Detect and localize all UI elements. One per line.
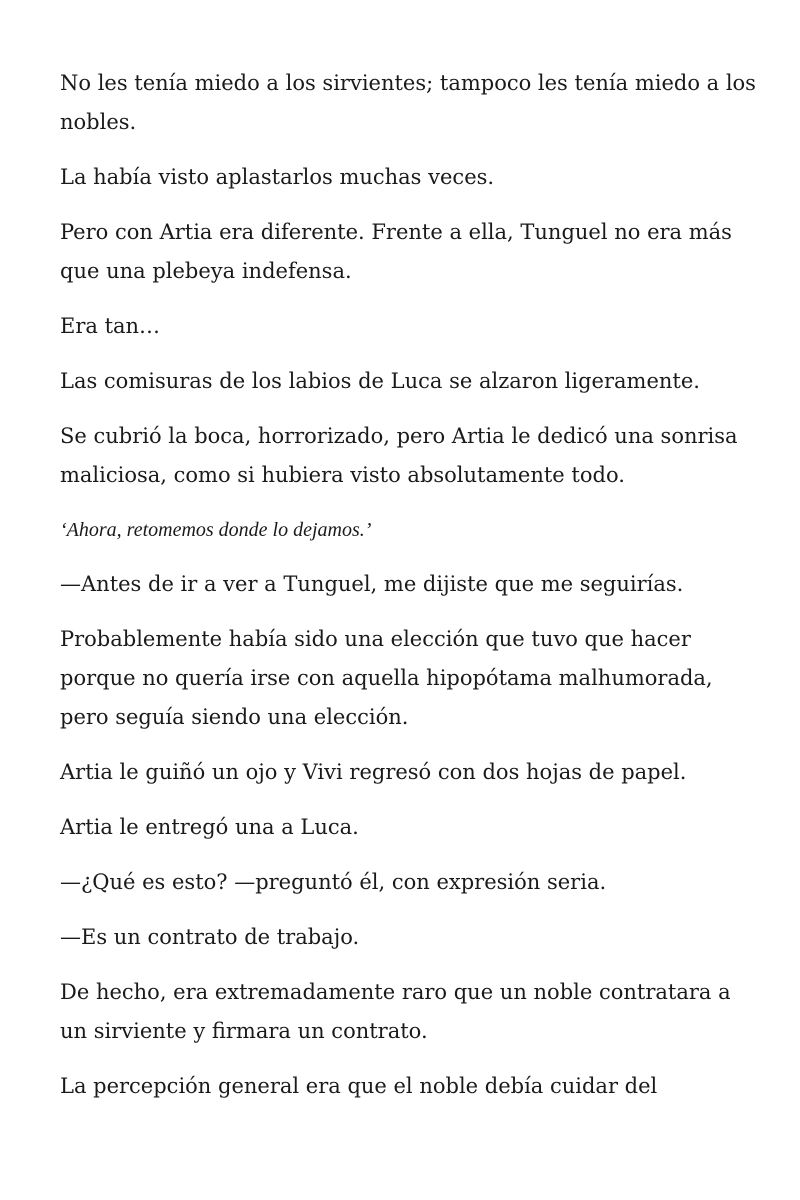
paragraph: Artia le entregó una a Luca. [60, 815, 359, 839]
paragraph: Artia le guiñó un ojo y Vivi regresó con dos hojas de papel. [60, 760, 687, 784]
paragraph: Se cubrió la boca, horrorizado, pero Artia le dedicó una sonrisa maliciosa, como si hubiera visto absolutamente todo. [60, 424, 738, 487]
document-body [60, 64, 760, 1122]
paragraph: Era tan… [60, 314, 161, 338]
paragraph: —Es un contrato de trabajo. [60, 925, 360, 949]
paragraph: De hecho, era extremadamente raro que un noble contratara a un sirviente y firmara un contrato. [60, 980, 731, 1043]
paragraph: Probablemente había sido una elección que tuvo que hacer porque no quería irse con aquella hipopótama malhumorada, pero seguía siendo una elección. [60, 627, 713, 729]
paragraph: La había visto aplastarlos muchas veces. [60, 165, 495, 189]
paragraph: No les tenía miedo a los sirvientes; tampoco les tenía miedo a los nobles. [60, 71, 756, 134]
paragraph: Las comisuras de los labios de Luca se alzaron ligeramente. [60, 369, 700, 393]
paragraph: La percepción general era que el noble debía cuidar del [60, 1074, 658, 1098]
italic-thought: ‘Ahora, retomemos donde lo dejamos.’ [60, 519, 372, 541]
paragraph: —¿Qué es esto? —preguntó él, con expresión seria. [60, 870, 607, 894]
paragraph: Pero con Artia era diferente. Frente a ella, Tunguel no era más que una plebeya indefensa. [60, 220, 732, 283]
paragraph: —Antes de ir a ver a Tunguel, me dijiste que me seguirías. [60, 572, 684, 596]
